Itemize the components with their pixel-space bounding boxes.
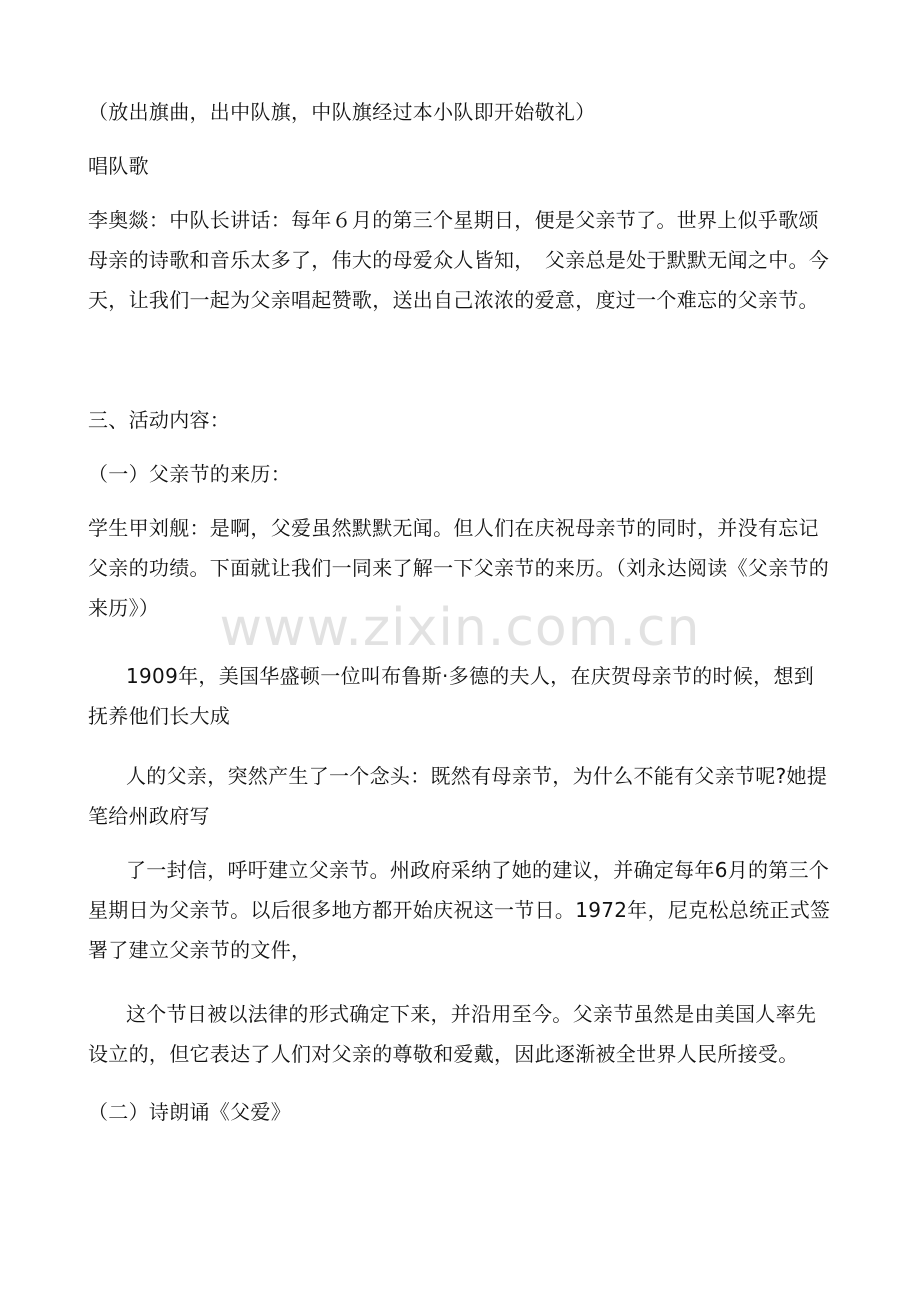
subheading-poem: （二）诗朗诵《父爱》 [88, 1100, 291, 1124]
captain-speech-paragraph: 李奥燚：中队长讲话：每年６月的第三个星期日，便是父亲节了。世界上似乎歌颂母亲的诗歌和音乐太多了，伟大的母爱众人皆知， 父亲总是处于默默无闻之中。今天，让我们一起为父亲唱起赞歌，送出自己浓浓的爱意，度过一个难忘的父亲节。 [88, 208, 830, 312]
history-paragraph-3: 了一封信，呼吁建立父亲节。州政府采纳了她的建议，并确定每年6月的第三个星期日为父亲节。以后很多地方都开始庆祝这一节日。1972年，尼克松总统正式签署了建立父亲节的文件， [88, 858, 831, 962]
history-paragraph-4: 这个节日被以法律的形式确定下来，并沿用至今。父亲节虽然是由美国人率先设立的，但它表达了人们对父亲的尊敬和爱戴，因此逐渐被全世界人民所接受。 [88, 1002, 817, 1066]
student-speech-paragraph: 学生甲刘舰：是啊，父爱虽然默默无闻。但人们在庆祝母亲节的同时，并没有忘记父亲的功绩。下面就让我们一同来了解一下父亲节的来历。（刘永达阅读《父亲节的来历》） [88, 516, 830, 620]
history-paragraph-1: 1909年，美国华盛顿一位叫布鲁斯·多德的夫人，在庆贺母亲节的时候，想到抚养他们长大成 [88, 664, 815, 728]
history-paragraph-2: 人的父亲，突然产生了一个念头：既然有母亲节，为什么不能有父亲节呢?她提笔给州政府写 [88, 764, 828, 828]
stage-direction-flag: （放出旗曲，出中队旗，中队旗经过本小队即开始敬礼） [88, 100, 596, 124]
subheading-origin: （一）父亲节的来历： [88, 462, 291, 486]
watermark-text: www.zixin.com.cn [219, 598, 701, 658]
section-sing-team-song: 唱队歌 [88, 154, 149, 178]
section-heading-activity: 三、活动内容： [88, 408, 231, 432]
